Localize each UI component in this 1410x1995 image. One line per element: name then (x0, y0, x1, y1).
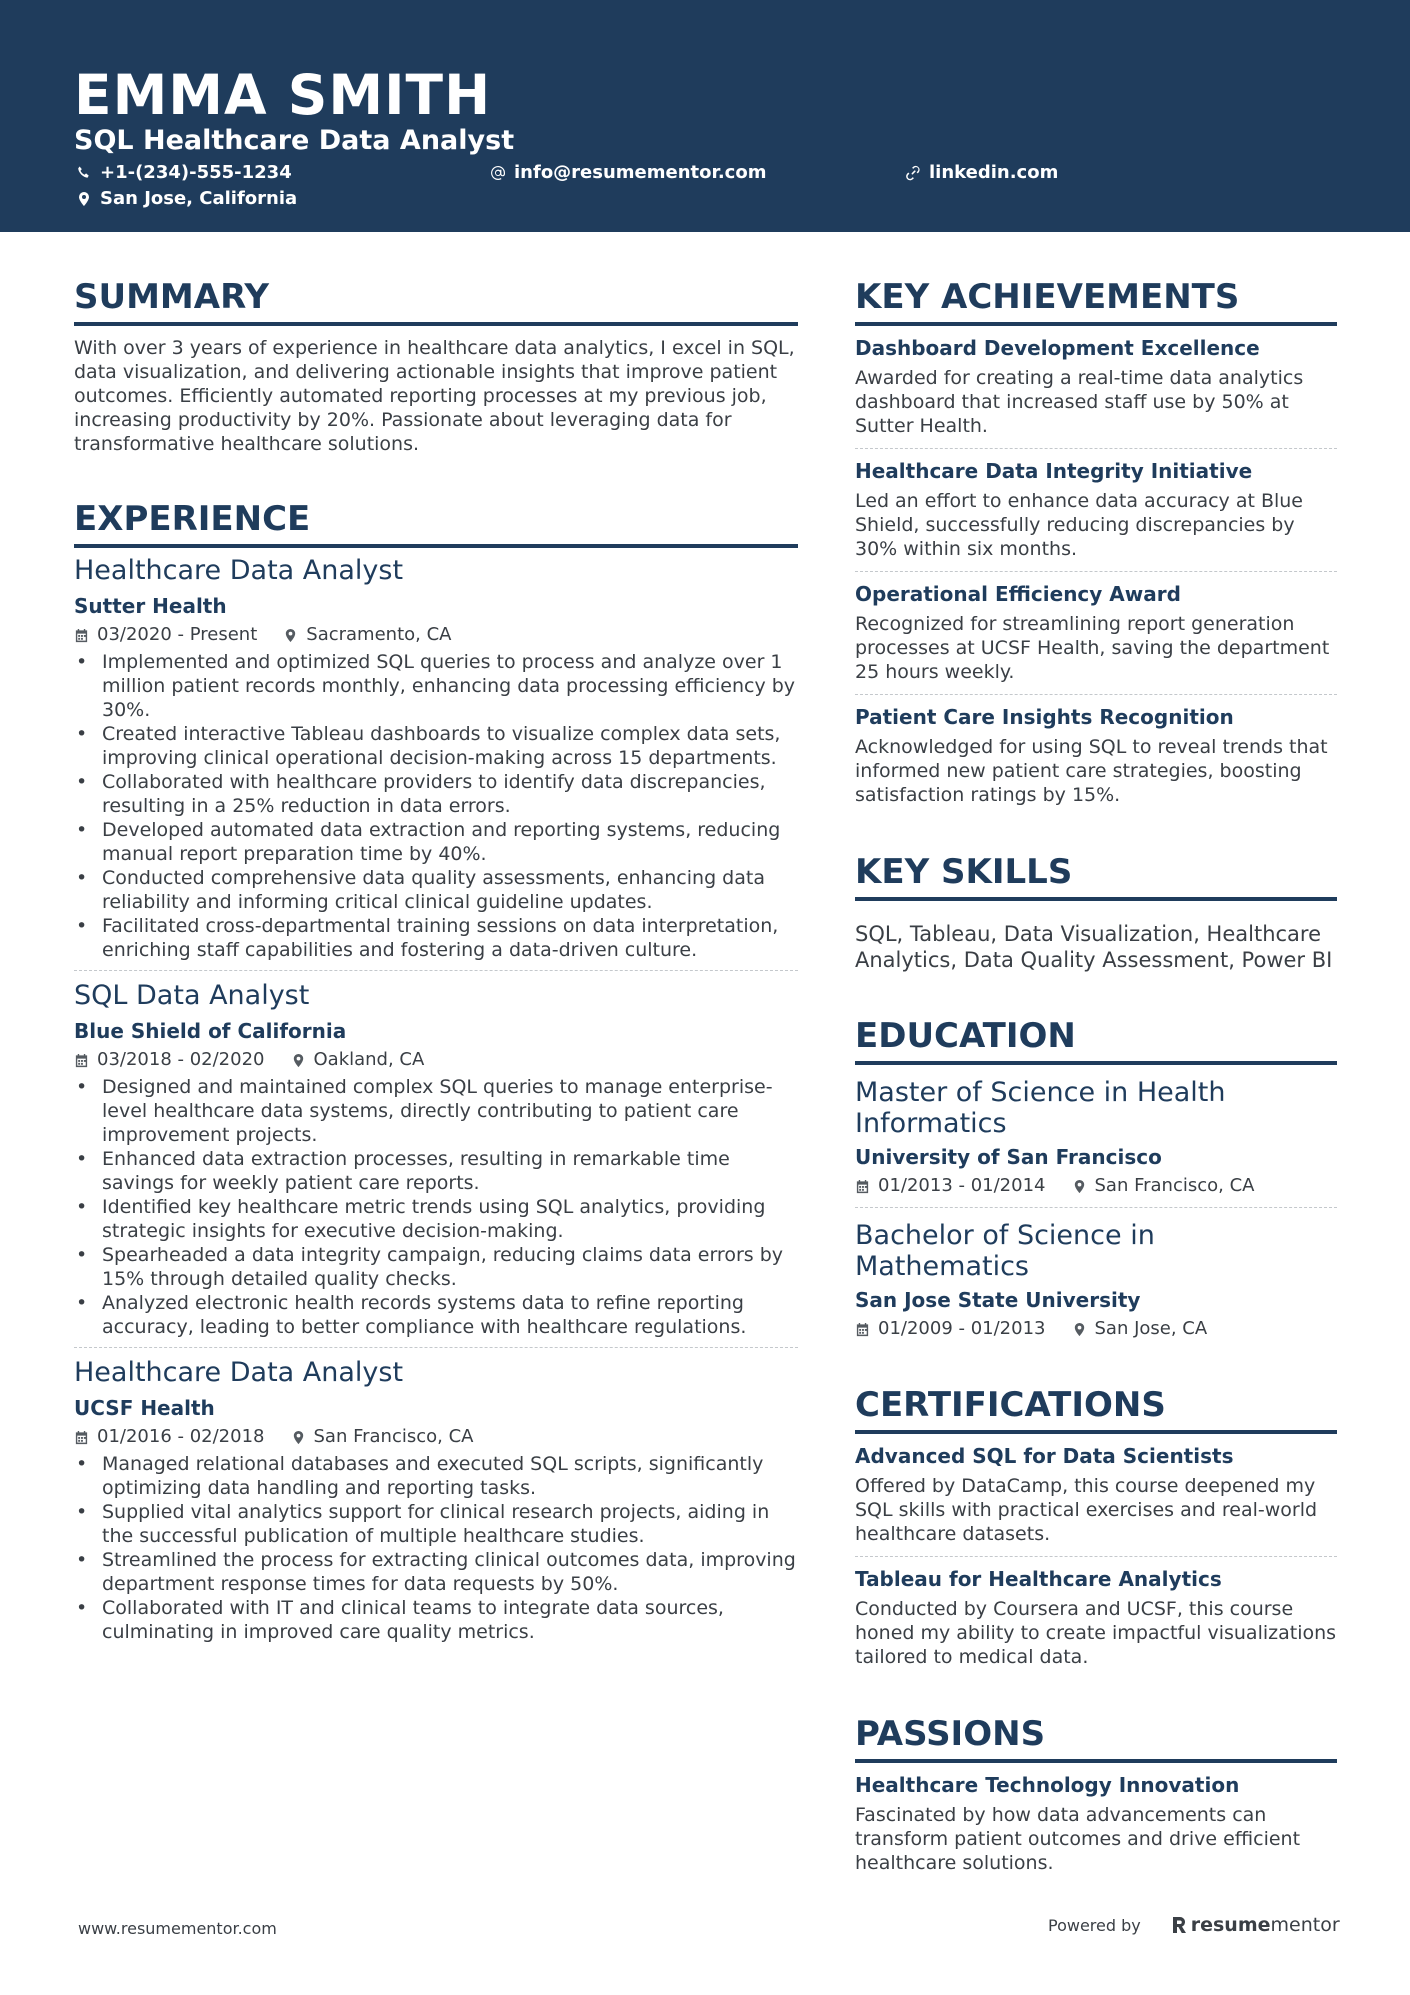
job-company: Sutter Health (74, 594, 227, 618)
job-dates: 03/2020 - Present (97, 624, 258, 645)
resumementor-logo-icon (1171, 1916, 1187, 1934)
education-item (855, 1220, 1337, 1350)
list-item: • Streamlined the process for extracting clinical outcomes data, improving department response times for data requests by 50%. (74, 1548, 798, 1596)
at-sign-icon (490, 165, 506, 181)
certification-title: Tableau for Healthcare Analytics (855, 1567, 1222, 1591)
list-item: • Enhanced data extraction processes, resulting in remarkable time savings for weekly patient care reports. (74, 1147, 798, 1195)
job-title: Healthcare Data Analyst (74, 1357, 404, 1388)
brand-name-bold: resume (1190, 1914, 1271, 1936)
job-title: SQL Data Analyst (74, 980, 310, 1011)
certification-desc: Conducted by Coursera and UCSF, this course honed my ability to create impactful visualizations tailored to medical data. (855, 1598, 1337, 1668)
map-pin-icon (1072, 1322, 1087, 1337)
certifications-section (855, 1380, 1337, 1679)
achievement-desc: Awarded for creating a real-time data analytics dashboard that increased staff use by 50% at Sutter Health. (855, 367, 1304, 437)
certification-desc: Offered by DataCamp, this course deepened my SQL skills with practical exercises and real-world healthcare datasets. (855, 1475, 1318, 1545)
achievement-desc: Led an effort to enhance data accuracy at Blue Shield, successfully reducing discrepancies by 30% within six months. (855, 490, 1303, 560)
education-location: San Francisco, CA (1094, 1175, 1255, 1196)
job-company: UCSF Health (74, 1396, 215, 1420)
job-dates: 03/2018 - 02/2020 (97, 1049, 265, 1070)
job-entry (74, 554, 798, 971)
passion-desc: Fascinated by how data advancements can transform patient outcomes and drive efficient healthcare solutions. (855, 1804, 1301, 1874)
map-pin-icon (1072, 1179, 1087, 1194)
degree-title: Master of Science in Health Informatics (855, 1077, 1226, 1139)
achievement-title: Patient Care Insights Recognition (855, 705, 1234, 729)
school-name: University of San Francisco (855, 1145, 1162, 1169)
contact-phone[interactable] (76, 161, 292, 185)
education-item (855, 1077, 1337, 1208)
achievement-item (855, 326, 1337, 449)
education-meta (855, 1316, 1337, 1342)
passion-title: Healthcare Technology Innovation (855, 1773, 1240, 1797)
education-section (855, 1011, 1337, 1350)
education-dates: 01/2013 - 01/2014 (878, 1175, 1046, 1196)
job-location: Oakland, CA (313, 1049, 425, 1070)
right-column (855, 272, 1337, 1923)
skills-heading: KEY SKILLS (855, 847, 1337, 901)
summary-heading: SUMMARY (74, 272, 798, 326)
job-meta (74, 622, 798, 648)
education-dates: 01/2009 - 01/2013 (878, 1318, 1046, 1339)
degree-title: Bachelor of Science in Mathematics (855, 1220, 1155, 1282)
skills-section (855, 847, 1337, 973)
location-text: San Jose, California (100, 188, 298, 209)
map-pin-icon (283, 628, 298, 643)
job-title: Healthcare Data Analyst (74, 555, 404, 586)
job-dates: 01/2016 - 02/2018 (97, 1426, 265, 1447)
job-company: Blue Shield of California (74, 1019, 347, 1043)
contact-location (76, 187, 297, 211)
list-item: • Conducted comprehensive data quality assessments, enhancing data reliability and informing critical clinical guideline updates. (74, 866, 798, 914)
achievement-title: Healthcare Data Integrity Initiative (855, 459, 1253, 483)
calendar-icon (74, 628, 89, 643)
experience-section (74, 494, 798, 1652)
job-location: San Francisco, CA (313, 1426, 474, 1447)
job-bullets (74, 1075, 798, 1339)
brand-logo[interactable] (1171, 1914, 1340, 1936)
list-item: • Managed relational databases and executed SQL scripts, significantly optimizing data handling and reporting tasks. (74, 1452, 798, 1500)
passions-section (855, 1709, 1337, 1885)
candidate-name: EMMA SMITH (74, 63, 492, 127)
summary-text: With over 3 years of experience in healthcare data analytics, I excel in SQL, data visualization, and delivering actionable insights that improve patient outcomes. Efficiently automated reporting processes at my previous job, increasing productivity by 20%. Passionate about leveraging data for transformative healthcare solutions. (74, 337, 795, 455)
list-item: • Implemented and optimized SQL queries to process and analyze over 1 million patient records monthly, enhancing data processing efficiency by 30%. (74, 650, 798, 722)
calendar-icon (74, 1053, 89, 1068)
job-entry (74, 979, 798, 1348)
brand-name-light: mentor (1270, 1914, 1340, 1936)
passions-heading: PASSIONS (855, 1709, 1337, 1763)
achievement-title: Dashboard Development Excellence (855, 336, 1260, 360)
list-item: • Facilitated cross-departmental training sessions on data interpretation, enriching staff capabilities and fostering a data-driven culture. (74, 914, 798, 962)
powered-by-label: Powered by (1048, 1915, 1141, 1935)
education-location: San Jose, CA (1094, 1318, 1208, 1339)
resume-header (0, 0, 1410, 232)
experience-heading: EXPERIENCE (74, 494, 798, 548)
job-location: Sacramento, CA (306, 624, 452, 645)
linkedin-text: linkedin.com (929, 162, 1059, 183)
job-meta (74, 1424, 798, 1450)
list-item: • Collaborated with healthcare providers to identify data discrepancies, resulting in a 25% reduction in data errors. (74, 770, 798, 818)
achievement-item (855, 572, 1337, 695)
phone-text: +1-(234)-555-1234 (100, 162, 292, 183)
certification-title: Advanced SQL for Data Scientists (855, 1444, 1234, 1468)
contact-linkedin[interactable] (905, 161, 1058, 185)
certification-item (855, 1434, 1337, 1557)
list-item: • Collaborated with IT and clinical teams to integrate data sources, culminating in improved care quality metrics. (74, 1596, 798, 1644)
job-entry (74, 1356, 798, 1652)
map-pin-icon (76, 191, 92, 207)
job-meta (74, 1047, 798, 1073)
list-item: • Supplied vital analytics support for clinical research projects, aiding in the successful publication of multiple healthcare studies. (74, 1500, 798, 1548)
achievement-item (855, 449, 1337, 572)
job-bullets (74, 1452, 798, 1644)
list-item: • Identified key healthcare metric trends using SQL analytics, providing strategic insights for executive decision-making. (74, 1195, 798, 1243)
map-pin-icon (291, 1053, 306, 1068)
achievement-desc: Acknowledged for using SQL to reveal trends that informed new patient care strategies, boosting satisfaction ratings by 15%. (855, 736, 1328, 806)
map-pin-icon (291, 1430, 306, 1445)
achievements-heading: KEY ACHIEVEMENTS (855, 272, 1337, 326)
list-item: • Spearheaded a data integrity campaign, reducing claims data errors by 15% through detailed quality checks. (74, 1243, 798, 1291)
education-heading: EDUCATION (855, 1011, 1337, 1065)
calendar-icon (855, 1179, 870, 1194)
calendar-icon (855, 1322, 870, 1337)
left-column (74, 272, 798, 1690)
list-item: • Designed and maintained complex SQL queries to manage enterprise-level healthcare data systems, directly contributing to patient care improvement projects. (74, 1075, 798, 1147)
certification-item (855, 1557, 1337, 1679)
footer-website[interactable]: www.resumementor.com (78, 1919, 277, 1938)
list-item: • Developed automated data extraction and reporting systems, reducing manual report preparation time by 40%. (74, 818, 798, 866)
link-icon (905, 165, 921, 181)
school-name: San Jose State University (855, 1288, 1141, 1312)
email-text: info@resumementor.com (514, 162, 767, 183)
list-item: • Analyzed electronic health records systems data to refine reporting accuracy, leading to better compliance with healthcare regulations. (74, 1291, 798, 1339)
passion-item (855, 1763, 1337, 1885)
education-meta (855, 1173, 1337, 1199)
achievement-title: Operational Efficiency Award (855, 582, 1181, 606)
job-bullets (74, 650, 798, 962)
achievements-section (855, 272, 1337, 817)
summary-section (74, 272, 798, 456)
contact-email[interactable] (490, 161, 766, 185)
candidate-title: SQL Healthcare Data Analyst (74, 125, 515, 156)
list-item: • Created interactive Tableau dashboards to visualize complex data sets, improving clinical operational decision-making across 15 departments. (74, 722, 798, 770)
certifications-heading: CERTIFICATIONS (855, 1380, 1337, 1434)
achievement-desc: Recognized for streamlining report generation processes at UCSF Health, saving the department 25 hours weekly. (855, 613, 1330, 683)
skills-text: SQL, Tableau, Data Visualization, Healthcare Analytics, Data Quality Assessment, Power BI (855, 922, 1333, 972)
footer-branding (1048, 1914, 1340, 1936)
calendar-icon (74, 1430, 89, 1445)
achievement-item (855, 695, 1337, 817)
phone-icon (76, 165, 92, 181)
